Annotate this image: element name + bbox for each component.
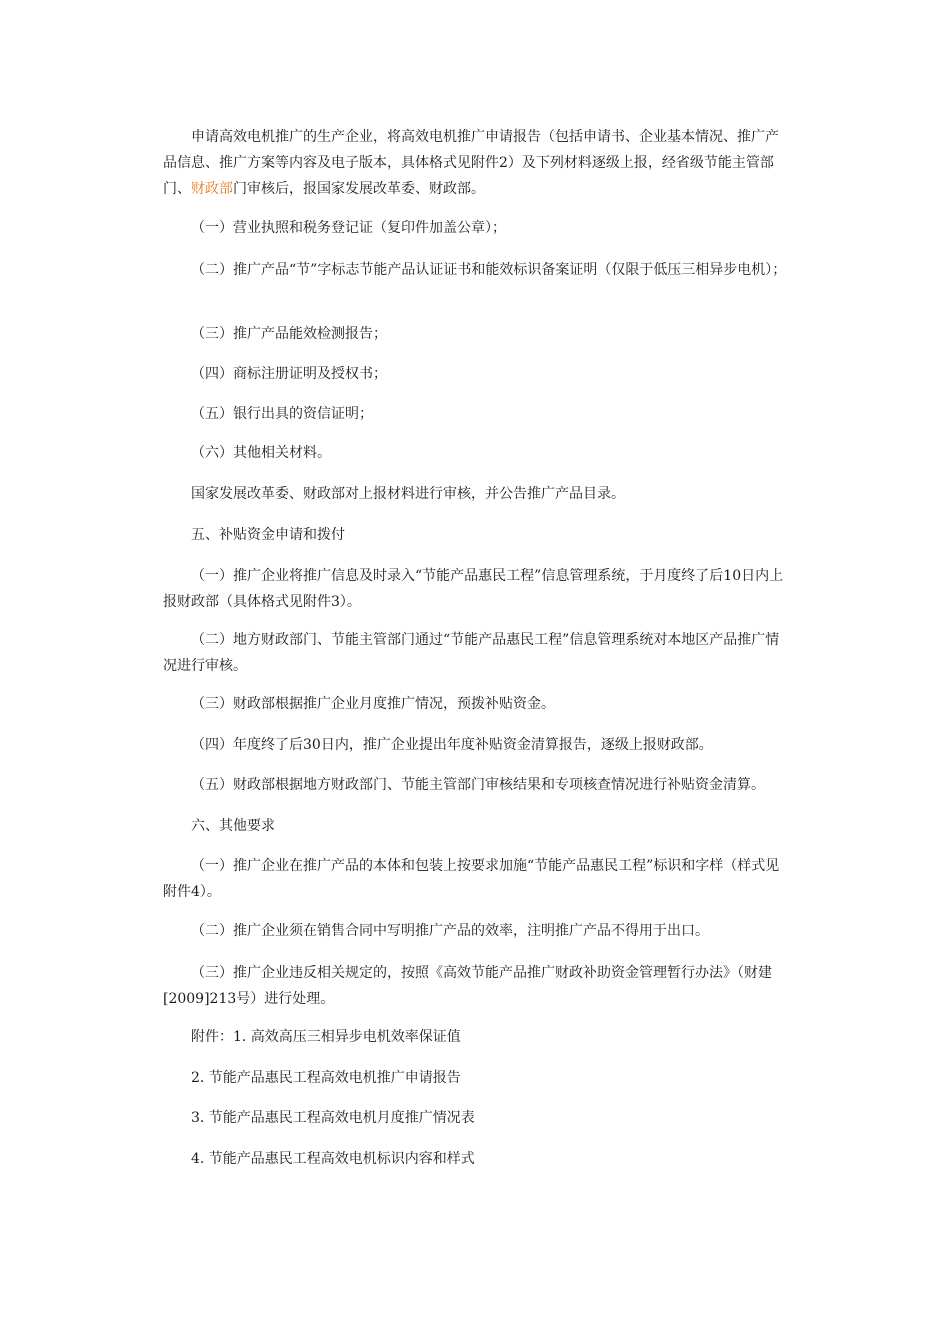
attachment-1: 附件：1. 高效高压三相异步电机效率保证值 bbox=[191, 1029, 461, 1045]
attachment-3: 3. 节能产品惠民工程高效电机月度推广情况表 bbox=[191, 1110, 475, 1126]
section5-item-2: （二）地方财政部门、节能主管部门通过“节能产品惠民工程”信息管理系统对本地区产品推广情况进行审核。 bbox=[163, 632, 780, 674]
section6-item-3: （三）推广企业违反相关规定的，按照《高效节能产品推广财政补助资金管理暂行办法》（财建[2009]213号）进行处理。 bbox=[163, 965, 772, 1007]
section5-item-4: （四）年度终了后30日内，推广企业提出年度补贴资金清算报告，逐级上报财政部。 bbox=[191, 737, 713, 753]
intro-text-before: 申请高效电机推广的生产企业，将高效电机推广申请报告（包括申请书、企业基本情况、推广产品信息、推广方案等内容及电子版本，具体格式见附件2）及下列材料逐级上报，经省级节能主管部门、 bbox=[163, 129, 779, 197]
material-item-2: （二）推广产品“节”字标志节能产品认证证书和能效标识备案证明（仅限于低压三相异步电机）； bbox=[191, 262, 787, 278]
review-paragraph: 国家发展改革委、财政部对上报材料进行审核，并公告推广产品目录。 bbox=[191, 486, 625, 502]
section6-item-2: （二）推广企业须在销售合同中写明推广产品的效率，注明推广产品不得用于出口。 bbox=[191, 923, 709, 939]
section6-item-1: （一）推广企业在推广产品的本体和包装上按要求加施“节能产品惠民工程”标识和字样（样式见附件4）。 bbox=[163, 858, 780, 900]
finance-ministry-link[interactable]: 财政部 bbox=[191, 181, 233, 197]
material-item-3: （三）推广产品能效检测报告； bbox=[191, 326, 387, 342]
material-item-6: （六）其他相关材料。 bbox=[191, 445, 331, 461]
material-item-5: （五）银行出具的资信证明； bbox=[191, 406, 373, 422]
attachment-4: 4. 节能产品惠民工程高效电机标识内容和样式 bbox=[191, 1151, 475, 1167]
section5-item-5: （五）财政部根据地方财政部门、节能主管部门审核结果和专项核查情况进行补贴资金清算。 bbox=[191, 777, 765, 793]
section6-heading: 六、其他要求 bbox=[191, 818, 275, 834]
material-item-4: （四）商标注册证明及授权书； bbox=[191, 366, 387, 382]
intro-paragraph bbox=[163, 124, 791, 202]
intro-text-after: 门审核后，报国家发展改革委、财政部。 bbox=[233, 181, 485, 197]
section5-heading: 五、补贴资金申请和拨付 bbox=[191, 527, 345, 543]
section5-item-3: （三）财政部根据推广企业月度推广情况，预拨补贴资金。 bbox=[191, 696, 555, 712]
attachment-2: 2. 节能产品惠民工程高效电机推广申请报告 bbox=[191, 1070, 461, 1086]
section5-item-1: （一）推广企业将推广信息及时录入“节能产品惠民工程”信息管理系统，于月度终了后10日内上报财政部（具体格式见附件3）。 bbox=[163, 568, 784, 610]
material-item-1: （一）营业执照和税务登记证（复印件加盖公章）； bbox=[191, 220, 506, 236]
